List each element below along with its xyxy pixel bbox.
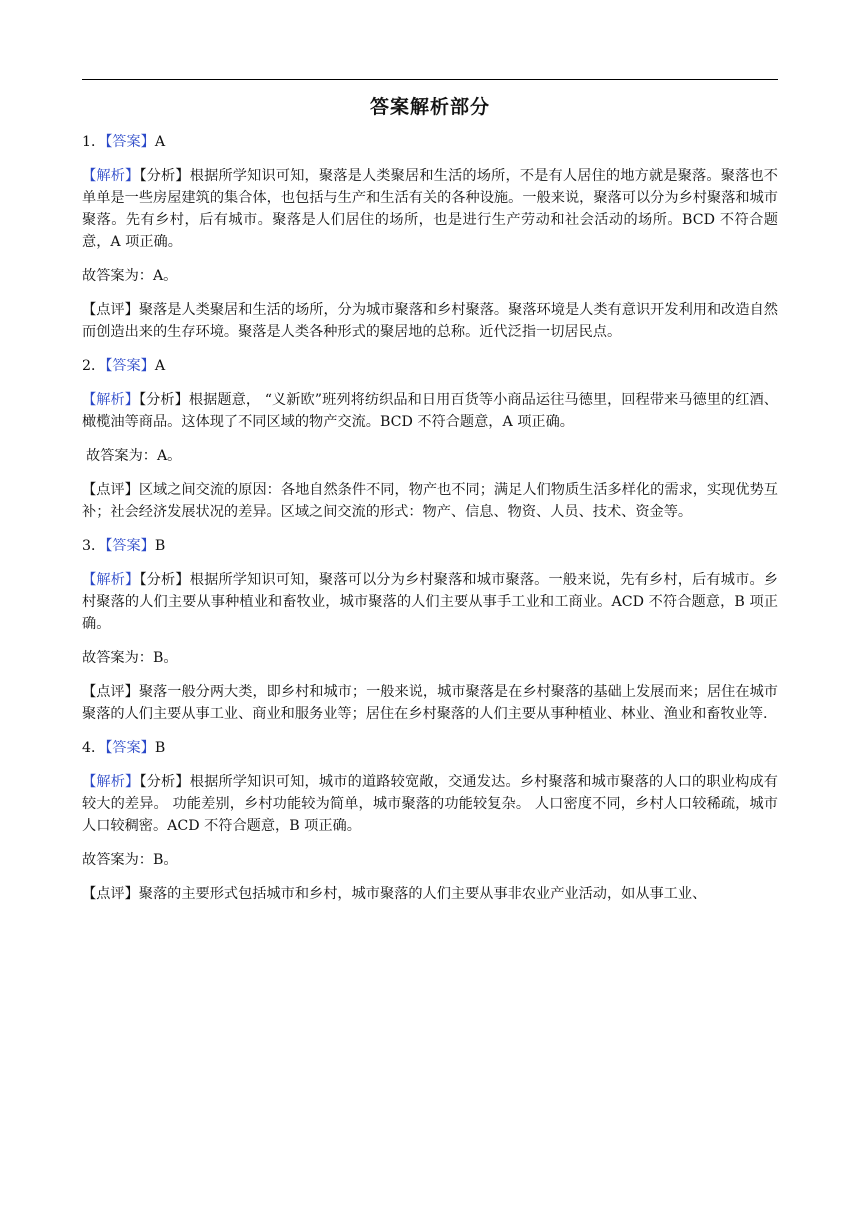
q3-number: 3． [82,538,106,554]
q4-conclusion: 故答案为：B。 [82,852,178,868]
dianping-tag: 【点评】 [82,684,139,700]
q3-analysis-text: 根据所学知识可知，聚落可以分为乡村聚落和城市聚落。一般来说，先有乡村，后有城市。乡村聚落的人们主要从事种植业和畜牧业，城市聚落的人们主要从事手工业和工商业。ACD 不符合题意，B 项正确。 [82,572,778,632]
q3-comment [82,681,778,725]
q1-conclusion: 故答案为：A。 [82,268,178,284]
q2-number: 2． [82,358,106,374]
jiexi-tag: 【解析】 [82,392,139,408]
fenxi-tag: 【分析】 [139,774,190,790]
q4-comment-text: 聚落的主要形式包括城市和乡村，城市聚落的人们主要从事非农业产业活动，如从事工业、 [138,886,707,902]
q4-analysis [82,771,778,837]
q4-answer: B [154,740,166,756]
q1-comment [82,299,778,343]
q2-comment [82,479,778,523]
answer-tag: 【答案】 [105,134,155,150]
q3-comment-text: 聚落一般分两大类，即乡村和城市；一般来说，城市聚落是在乡村聚落的基础上发展而来；居住在城市聚落的人们主要从事工业、商业和服务业等；居住在乡村聚落的人们主要从事种植业、林业、渔业和畜牧业等. [82,684,778,722]
jiexi-tag: 【解析】 [82,774,140,790]
q3-analysis [82,569,778,635]
q4-analysis-text: 根据所学知识可知，城市的道路较宽敞，交通发达。乡村聚落和城市聚落的人口的职业构成有较大的差异。 功能差别，乡村功能较为简单，城市聚落的功能较复杂。 人口密度不同，乡村人口较稀疏，城市人口较稠密。ACD 不符合题意，B 项正确。 [82,774,778,834]
fenxi-tag: 【分析】 [139,392,189,408]
q2-comment-text: 区域之间交流的原因：各地自然条件不同，物产也不同；满足人们物质生活多样化的需求，实现优势互补；社会经济发展状况的差异。区域之间交流的形式：物产、信息、物资、人员、技术、资金等。 [82,482,778,520]
q1-answer-line [82,131,778,153]
q1-comment-text: 聚落是人类聚居和生活的场所，分为城市聚落和乡村聚落。聚落环境是人类有意识开发利用和改造自然而创造出来的生存环境。聚落是人类各种形式的聚居地的总称。近代泛指一切居民点。 [82,302,778,340]
answer-tag: 【答案】 [105,740,155,756]
q3-conclusion: 故答案为：B。 [82,650,178,666]
q2-answer-line [82,355,778,377]
fenxi-tag: 【分析】 [139,572,190,588]
q4-number: 4． [82,740,106,756]
dianping-tag: 【点评】 [82,886,139,902]
q3-answer-line [82,535,778,557]
q1-analysis [82,165,778,253]
header-rule [82,79,778,80]
q1-number: 1． [82,134,106,150]
q2-analysis [82,389,778,433]
q4-answer-line [82,737,778,759]
jiexi-tag: 【解析】 [82,572,140,588]
q2-conclusion: 故答案为：A。 [86,448,182,464]
dianping-tag: 【点评】 [82,302,139,318]
answer-content [82,131,778,917]
dianping-tag: 【点评】 [82,482,139,498]
answer-tag: 【答案】 [105,538,155,554]
q1-analysis-text: 根据所学知识可知，聚落是人类聚居和生活的场所，不是有人居住的地方就是聚落。聚落也不单单是一些房屋建筑的集合体，也包括与生产和生活有关的各种设施。一般来说，聚落可以分为乡村聚落和城市聚落。先有乡村，后有城市。聚落是人们居住的场所，也是进行生产劳动和社会活动的场所。BCD 不符合题意，A 项正确。 [82,168,778,250]
q3-answer: B [154,538,166,554]
q4-comment [82,883,778,905]
answer-tag: 【答案】 [105,358,155,374]
q1-answer: A [154,134,166,150]
q2-analysis-text: 根据题意， “义新欧”班列将纺织品和日用百货等小商品运往马德里，回程带来马德里的红酒、橄榄油等商品。这体现了不同区域的物产交流。BCD 不符合题意，A 项正确。 [82,392,778,430]
jiexi-tag: 【解析】 [82,168,140,184]
q2-answer: A [154,358,166,374]
page-title: 答案解析部分 [369,96,490,118]
fenxi-tag: 【分析】 [139,168,190,184]
